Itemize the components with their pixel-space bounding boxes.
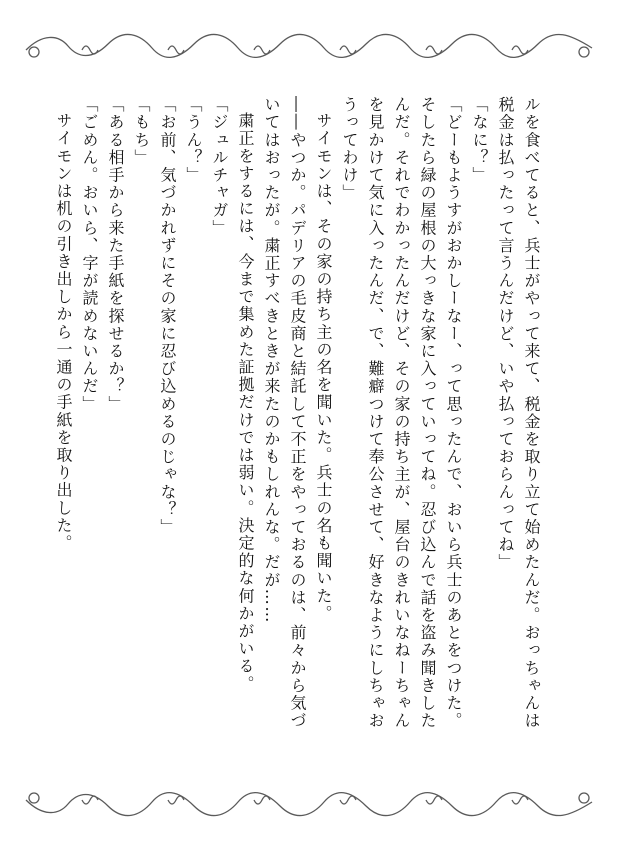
body-line: ――やつか。パデリアの毛皮商と結託して不正をやっておるのは、前々から気づいてはおったが。粛正すべきときが来たのかもしれんな。だが…… — [262, 96, 307, 730]
top-scroll-ornament — [22, 32, 596, 62]
body-line: 「ある相手から来た手紙を探せるか？」 — [106, 96, 125, 413]
page-body-text — [54, 96, 544, 736]
body-line: サイモンは、その家の持ち主の名を聞いた。兵士の名も聞いた。 — [314, 112, 333, 623]
body-line: 「もち」 — [132, 96, 151, 167]
body-line: 「なに？」 — [470, 96, 489, 184]
body-line: 「ジュルチャガ」 — [210, 96, 229, 237]
bottom-scroll-ornament — [22, 788, 596, 818]
body-line: 粛正をするには、今まで集めた証拠だけでは弱い。決定的な何かがいる。 — [236, 112, 255, 693]
body-line: 「どーもようすがおかしーなー、って思ったんで、おいら兵士のあとをつけた。そしたら緑の屋根の大っきな家に入っていってね。忍び込んで話を盗み聞きしたんだ。それでわかったんだけど、その家の持ち主が、屋台のきれいなねーちゃんを見かけて気に入ったんだ、で、難癖つけて奉公させて、好きなようにしちゃおうってわけ」 — [340, 96, 463, 730]
body-line: 「うん？」 — [184, 96, 203, 184]
body-line: 「ごめん。おいら、字が読めないんだ」 — [80, 96, 99, 413]
body-line: 「お前、気づかれずにその家に忍び込めるのじゃな？」 — [158, 96, 177, 536]
body-line: ルを食べてると、兵士がやって来て、税金を取り立て始めたんだ。おっちゃんは税金は払ったって言うんだけど、いや払っておらんってね」 — [496, 96, 541, 730]
body-line: サイモンは机の引き出しから一通の手紙を取り出した。 — [54, 112, 73, 552]
